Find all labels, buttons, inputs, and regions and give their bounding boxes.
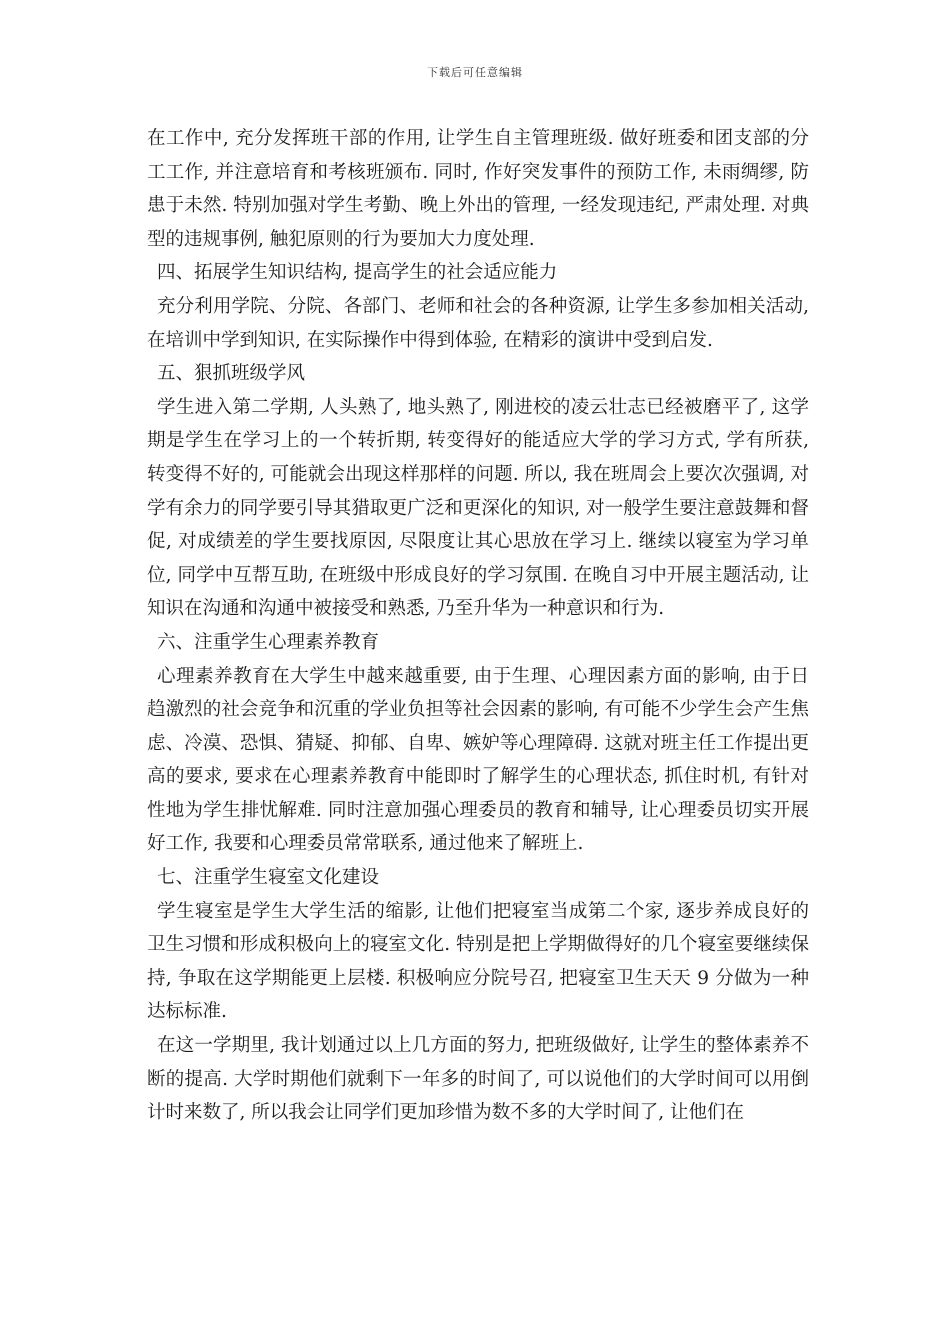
paragraph-psychological-education: 心理素养教育在大学生中越来越重要, 由于生理、心理因素方面的影响, 由于日趋激烈的社会竞争和沉重的学业负担等社会因素的影响, 有可能不少学生会产生焦虑、冷漠、恐惧、猜疑、抑郁、自卑、嫉妒等心理障碍. 这就对班主任工作提出更高的要求, 要求在心理素养教育中能即时了解学生的心理状态, 抓住时机, 有针对性地为学生排忧解难. 同时注意加强心理委员的教育和辅导, 让心理委员切实开展好工作, 我要和心理委员常常联系, 通过他来了解班上. (147, 665, 809, 855)
paragraph-semester-plan: 在这一学期里, 我计划通过以上几方面的努力, 把班级做好, 让学生的整体素养不断的提高. 大学时期他们就剩下一年多的时间了, 可以说他们的大学时间可以用倒计时来数了, 所以我会让同学们更加珍惜为数不多的大学时间了, 让他们在 (147, 1035, 809, 1124)
paragraph-knowledge-structure: 充分利用学院、分院、各部门、老师和社会的各种资源, 让学生多参加相关活动, 在培训中学到知识, 在实际操作中得到体验, 在精彩的演讲中受到启发. (147, 295, 809, 351)
page-header-note: 下载后可任意编辑 (427, 66, 523, 79)
paragraph-dormitory-culture: 学生寝室是学生大学生活的缩影, 让他们把寝室当成第二个家, 逐步养成良好的卫生习惯和形成积极向上的寝室文化. 特别是把上学期做得好的几个寝室要继续保持, 争取在这学期能更上层楼. 积极响应分院号召, 把寝室卫生天天 9 分做为一种达标标准. (147, 900, 809, 1023)
paragraph-study-style: 学生进入第二学期, 人头熟了, 地头熟了, 刚进校的凌云壮志已经被磨平了, 这学期是学生在学习上的一个转折期, 转变得好的能适应大学的学习方式, 学有所获, 转变得不好的, 可能就会出现这样那样的问题. 所以, 我在班周会上要次次强调, 对学有余力的同学要引导其猎取更广泛和更深化的知识, 对一般学生要注意鼓舞和督促, 对成绩差的学生要找原因, 尽限度让其心思放在学习上. 继续以寝室为学习单位, 同学中互帮互助, 在班级中形成良好的学习氛围. 在晚自习中开展主题活动, 让知识在沟通和沟通中被接受和熟悉, 乃至升华为一种意识和行为. (147, 396, 809, 620)
section-heading-5: 五、狠抓班级学风 (157, 363, 306, 385)
section-heading-6: 六、注重学生心理素养教育 (157, 631, 380, 653)
section-heading-4: 四、拓展学生知识结构, 提高学生的社会适应能力 (157, 262, 558, 284)
document-body (147, 122, 809, 1130)
paragraph-class-cadre-management: 在工作中, 充分发挥班干部的作用, 让学生自主管理班级. 做好班委和团支部的分工工作, 并注意培育和考核班颁布. 同时, 作好突发事件的预防工作, 未雨绸缪, 防患于未然. 特别加强对学生考勤、晚上外出的管理, 一经发现违纪, 严肃处理. 对典型的违规事例, 触犯原则的行为要加大力度处理. (147, 128, 809, 250)
section-heading-7: 七、注重学生寝室文化建设 (157, 867, 380, 889)
